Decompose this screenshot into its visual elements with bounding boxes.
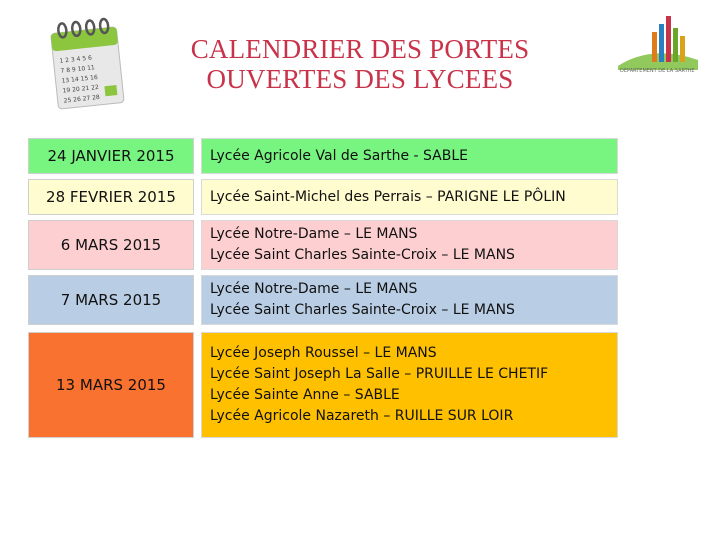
schools-cell (201, 138, 618, 174)
school-name: Lycée Saint Joseph La Salle – PRUILLE LE CHETIF (210, 366, 549, 382)
school-name: Lycée Joseph Roussel – LE MANS (210, 345, 437, 361)
svg-text:1 2 3 4 5 6: 1 2 3 4 5 6 (59, 54, 93, 65)
school-name: Lycée Sainte Anne – SABLE (210, 387, 400, 403)
date-cell: 28 FEVRIER 2015 (28, 179, 194, 215)
schedule-row (28, 275, 618, 325)
title-line-2: OUVERTES DES LYCEES (206, 64, 514, 94)
school-name: Lycée Agricole Val de Sarthe - SABLE (210, 147, 468, 164)
svg-text:19 20 21 22: 19 20 21 22 (62, 83, 100, 95)
schools-cell (201, 332, 618, 438)
school-name: Lycée Notre-Dame – LE MANS (210, 281, 418, 297)
svg-text:7 8 9 10 11: 7 8 9 10 11 (60, 64, 96, 75)
title-line-1: CALENDRIER DES PORTES (190, 34, 530, 64)
svg-text:25 26 27 28: 25 26 27 28 (63, 93, 101, 105)
date-cell: 24 JANVIER 2015 (28, 138, 194, 174)
schedule-row (28, 138, 618, 174)
schedule-row (28, 179, 618, 215)
schools-cell (201, 275, 618, 325)
schools-cell (201, 179, 618, 215)
calendar-icon (44, 16, 130, 112)
logo-text: DEPARTEMENT DE LA SARTHE (620, 68, 695, 74)
school-name: Lycée Saint-Michel des Perrais – PARIGNE LE PÔLIN (210, 188, 566, 205)
schools-cell (201, 220, 618, 270)
page-title (150, 34, 570, 94)
school-name: Lycée Notre-Dame – LE MANS (210, 226, 418, 242)
svg-text:13 14 15 16: 13 14 15 16 (61, 73, 99, 85)
schedule-row (28, 220, 618, 270)
date-cell: 7 MARS 2015 (28, 275, 194, 325)
school-name: Lycée Saint Charles Sainte-Croix – LE MANS (210, 247, 515, 263)
school-name: Lycée Agricole Nazareth – RUILLE SUR LOIR (210, 408, 514, 424)
date-cell: 13 MARS 2015 (28, 332, 194, 438)
schedule-row (28, 332, 618, 438)
date-cell: 6 MARS 2015 (28, 220, 194, 270)
school-name: Lycée Saint Charles Sainte-Croix – LE MANS (210, 302, 515, 318)
